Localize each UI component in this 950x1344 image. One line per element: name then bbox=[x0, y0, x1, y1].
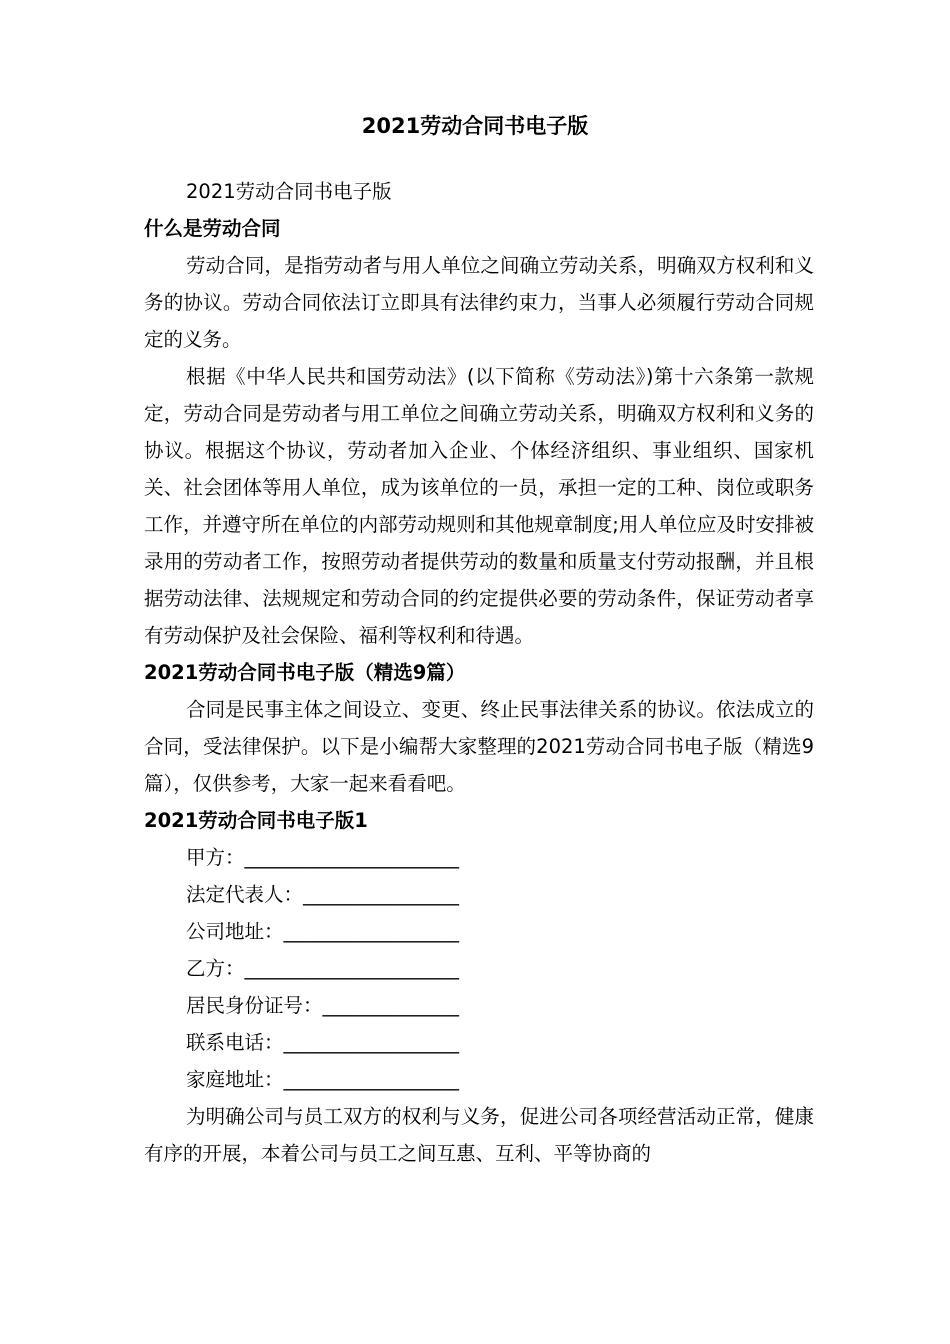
fill-in-blank: ______________________ bbox=[244, 846, 460, 869]
fill-in-blank: __________________ bbox=[283, 920, 460, 943]
field-label: 法定代表人： bbox=[186, 883, 304, 906]
form-field-home-address bbox=[144, 1061, 814, 1098]
field-label: 乙方： bbox=[186, 957, 245, 980]
field-label: 联系电话： bbox=[186, 1031, 284, 1054]
form-field-phone bbox=[144, 1024, 814, 1061]
paragraph: 为明确公司与员工双方的权利与义务，促进公司各项经营活动正常，健康有序的开展，本着公司与员工之间互惠、互利、平等协商的 bbox=[144, 1105, 814, 1165]
field-label: 居民身份证号： bbox=[186, 994, 323, 1017]
form-field-party-a bbox=[144, 839, 814, 876]
form-field-legal-representative bbox=[144, 876, 814, 913]
paragraph: 根据《中华人民共和国劳动法》(以下简称《劳动法》)第十六条第一款规定，劳动合同是劳动者与用工单位之间确立劳动关系，明确双方权利和义务的协议。根据这个协议，劳动者加入企业、个体经济组织、事业组织、国家机关、社会团体等用人单位，成为该单位的一员，承担一定的工种、岗位或职务工作，并遵守所在单位的内部劳动规则和其他规章制度;用人单位应及时安排被录用的劳动者工作，按照劳动者提供劳动的数量和质量支付劳动报酬，并且根据劳动法律、法规规定和劳动合同的约定提供必要的劳动条件，保证劳动者享有劳动保护及社会保险、福利等权利和待遇。 bbox=[144, 365, 814, 647]
document-title: 2021劳动合同书电子版 bbox=[361, 114, 589, 138]
section-heading-contract-1: 2021劳动合同书电子版1 bbox=[144, 809, 368, 832]
section-heading-what-is-contract: 什么是劳动合同 bbox=[144, 217, 281, 240]
fill-in-blank: ________________ bbox=[303, 883, 460, 906]
document-body bbox=[144, 173, 814, 1172]
fill-in-blank: ______________________ bbox=[244, 957, 460, 980]
form-field-id-number bbox=[144, 987, 814, 1024]
field-label: 公司地址： bbox=[186, 920, 284, 943]
section-heading-selected-9: 2021劳动合同书电子版（精选9篇） bbox=[144, 661, 466, 684]
subtitle-line: 2021劳动合同书电子版 bbox=[186, 180, 392, 203]
paragraph: 合同是民事主体之间设立、变更、终止民事法律关系的协议。依法成立的合同，受法律保护。以下是小编帮大家整理的2021劳动合同书电子版（精选9篇），仅供参考，大家一起来看看吧。 bbox=[144, 698, 814, 795]
fill-in-blank: __________________ bbox=[283, 1031, 460, 1054]
fill-in-blank: __________________ bbox=[283, 1068, 460, 1091]
form-field-party-b bbox=[144, 950, 814, 987]
paragraph: 劳动合同，是指劳动者与用人单位之间确立劳动关系，明确双方权利和义务的协议。劳动合同依法订立即具有法律约束力，当事人必须履行劳动合同规定的义务。 bbox=[144, 254, 814, 351]
field-label: 家庭地址： bbox=[186, 1068, 284, 1091]
field-label: 甲方： bbox=[186, 846, 245, 869]
fill-in-blank: ______________ bbox=[322, 994, 460, 1017]
form-field-company-address bbox=[144, 913, 814, 950]
